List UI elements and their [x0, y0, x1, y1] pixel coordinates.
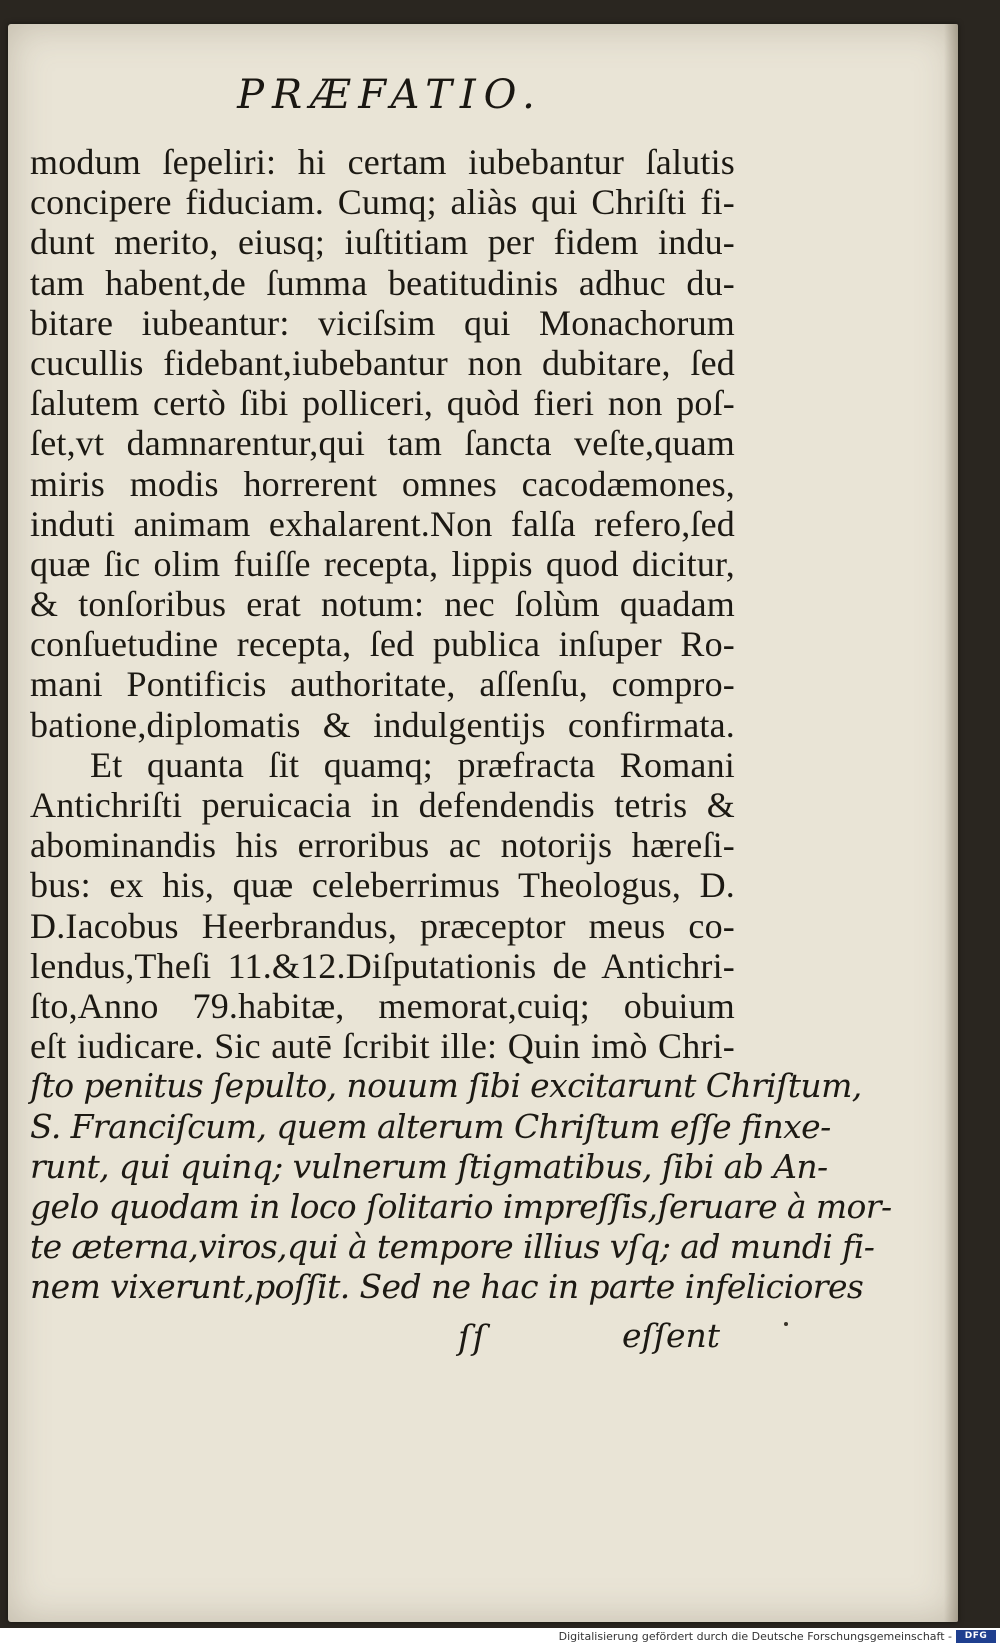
- signature-mark: ſſ: [458, 1318, 488, 1358]
- quotation-line: runt, qui quinq; vulnerum ſtigmatibus, ſibi ab An-: [30, 1146, 828, 1186]
- text-line: mani Pontificis authoritate, aſſenſu, compro-: [30, 664, 735, 705]
- dfg-logo: DFG: [956, 1630, 996, 1643]
- body-text: [30, 142, 892, 1307]
- text-line: Antichriſti peruicacia in defendendis tetris &: [30, 785, 735, 825]
- page-edge-shadow: [944, 24, 958, 1622]
- text-line: quæ ſic olim fuiſſe recepta, lippis quod dicitur,: [30, 543, 735, 584]
- text-line: lendus,Theſi 11.&12.Diſputationis de Antichri-: [30, 945, 735, 986]
- text-line: ſto,Anno 79.habitæ, memorat,cuiq; obuium: [30, 985, 735, 1026]
- ink-speck: [784, 1322, 788, 1326]
- text-line: & tonſoribus erat notum: nec ſolùm quadam: [30, 584, 735, 625]
- quotation-line: S. Franciſcum, quem alterum Chriſtum eſſe finxe-: [30, 1106, 831, 1146]
- paragraph-first-line: Et quanta ſit quamq; præfracta Romani: [90, 744, 735, 785]
- text-line: abominandis his erroribus ac notorijs hæreſi-: [30, 825, 735, 866]
- text-line: D.Iacobus Heerbrandus, præceptor meus co-: [30, 905, 735, 946]
- text-line: conſuetudine recepta, ſed publica inſuper Ro-: [30, 624, 735, 665]
- text-line: ſet,vt damnarentur,qui tam ſancta veſte,quam: [30, 423, 735, 464]
- text-line: ſalutem certò ſibi polliceri, quòd fieri non poſ-: [30, 383, 735, 424]
- text-line: batione,diplomatis & indulgentijs confirmata.: [30, 704, 735, 745]
- running-header: PRÆFATIO.: [237, 72, 543, 118]
- text-line: induti animam exhalarent.Non falſa refero,ſed: [30, 503, 735, 544]
- text-line: miris modis horrerent omnes cacodæmones,: [30, 463, 735, 504]
- quotation-line: gelo quodam in loco ſolitario impreſſis,ſeruare à mor-: [30, 1186, 892, 1226]
- text-line: modum ſepeliri: hi certam iubebantur ſalutis: [30, 142, 735, 182]
- text-line: dunt merito, eiusq; iuſtitiam per fidem indu-: [30, 222, 735, 263]
- text-line: eſt iudicare. Sic autē ſcribit ille: Quin imò Chri-: [30, 1026, 735, 1067]
- text-line: cucullis fidebant,iubebantur non dubitare, ſed: [30, 342, 735, 383]
- text-line: concipere fiduciam. Cumq; aliàs qui Chriſti fi-: [30, 182, 735, 223]
- catchword: eſſent: [622, 1316, 721, 1355]
- quotation-line: ſto penitus ſepulto, nouum ſibi excitarunt Chriſtum,: [30, 1066, 862, 1106]
- digitization-credit: Digitalisierung gefördert durch die Deutsche Forschungsgemeinschaft -: [558, 1630, 952, 1643]
- quotation-line: nem vixerunt,poſſit. Sed ne hac in parte infeliciores: [30, 1267, 864, 1307]
- quotation-line: te æterna,viros,qui à tempore illius vſq; ad mundi fi-: [30, 1227, 875, 1267]
- text-line: bus: ex his, quæ celeberrimus Theologus, D.: [30, 865, 735, 906]
- text-line: tam habent,de ſumma beatitudinis adhuc du-: [30, 262, 735, 303]
- text-line: bitare iubeantur: viciſsim qui Monachorum: [30, 302, 735, 343]
